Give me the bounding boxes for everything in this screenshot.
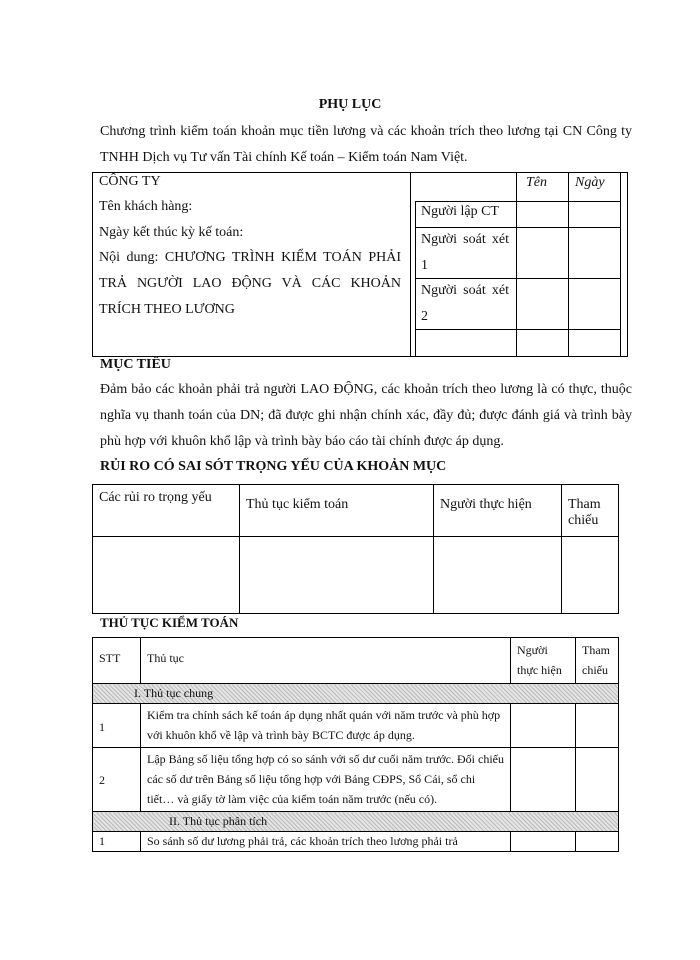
risk-cell <box>93 537 240 614</box>
risk-heading: RỦI RO CÓ SAI SÓT TRỌNG YẾU CỦA KHOẢN MỤC <box>100 459 447 474</box>
objective-heading: MỤC TIÊU <box>100 357 171 372</box>
procedures-heading: THỦ TỤC KIỂM TOÁN <box>100 615 239 630</box>
row-performer <box>511 832 576 852</box>
risk-col-risks: Các rủi ro trọng yếu <box>93 485 240 537</box>
col-name-header: Tên <box>526 175 547 190</box>
risk-col-reference: Tham chiếu <box>562 485 619 537</box>
client-label: Tên khách hàng: <box>99 199 193 214</box>
risk-table <box>92 484 619 614</box>
row-procedure: So sánh số dư lương phải trả, các khoản trích theo lương phải trả <box>141 832 511 852</box>
section-general: I. Thủ tục chung <box>93 684 619 704</box>
col-stt: STT <box>93 638 141 684</box>
risk-cell <box>434 537 562 614</box>
risk-cell <box>562 537 619 614</box>
row-no: 1 <box>93 704 141 748</box>
reviewer2-label: Người soát xét 2 <box>421 283 509 324</box>
content-label: Nội dung: CHƯƠNG TRÌNH KIỂM TOÁN PHẢI TRẢ NGƯỜI LAO ĐỘNG VÀ CÁC KHOẢN TRÍCH THEO LƯƠNG <box>99 250 401 317</box>
row-procedure: Kiểm tra chính sách kế toán áp dụng nhất quán với năm trước và phù hợp với khuôn khổ về lập và trình bày BCTC được áp dụng. <box>141 704 511 748</box>
intro-paragraph: Chương trình kiểm toán khoản mục tiền lương và các khoản trích theo lương tại CN Công ty TNHH Dịch vụ Tư vấn Tài chính Kế toán – Kiểm toán Nam Việt. <box>100 124 632 165</box>
risk-col-procedure: Thủ tục kiểm toán <box>240 485 434 537</box>
row-no: 2 <box>93 748 141 812</box>
objective-text: Đảm bảo các khoản phải trả người LAO ĐỘNG, các khoản trích theo lương là có thực, thuộc nghĩa vụ thanh toán của DN; đã được ghi nhận chính xác, đầy đủ; được đánh giá và trình bày phù hợp với khuôn khổ lập và trình bày báo cáo tài chính được áp dụng. <box>100 382 632 449</box>
row-performer <box>511 704 576 748</box>
year-end-label: Ngày kết thúc kỳ kế toán: <box>99 225 244 240</box>
col-reference: Tham chiếu <box>576 638 619 684</box>
procedures-table <box>92 637 619 852</box>
section-analytical: II. Thủ tục phân tích <box>93 812 619 832</box>
page-title: PHỤ LỤC <box>318 97 382 112</box>
col-date-header: Ngày <box>575 175 605 190</box>
preparer-label: Người lập CT <box>421 204 499 219</box>
row-no: 1 <box>93 832 141 852</box>
row-reference <box>576 748 619 812</box>
reviewer1-label: Người soát xét 1 <box>421 232 509 273</box>
row-procedure: Lập Bảng số liệu tổng hợp có so sánh với số dư cuối năm trước. Đối chiếu các số dư trên Bảng số liệu tổng hợp với Bảng CĐPS, Sổ Cái, sổ chi tiết… và giấy tờ làm việc của kiểm toán năm trước (nếu có). <box>141 748 511 812</box>
row-reference <box>576 704 619 748</box>
risk-cell <box>240 537 434 614</box>
row-performer <box>511 748 576 812</box>
row-reference <box>576 832 619 852</box>
company-label: CÔNG TY <box>99 174 161 189</box>
col-performer: Người thực hiện <box>511 638 576 684</box>
risk-col-performer: Người thực hiện <box>434 485 562 537</box>
col-procedure: Thủ tục <box>141 638 511 684</box>
